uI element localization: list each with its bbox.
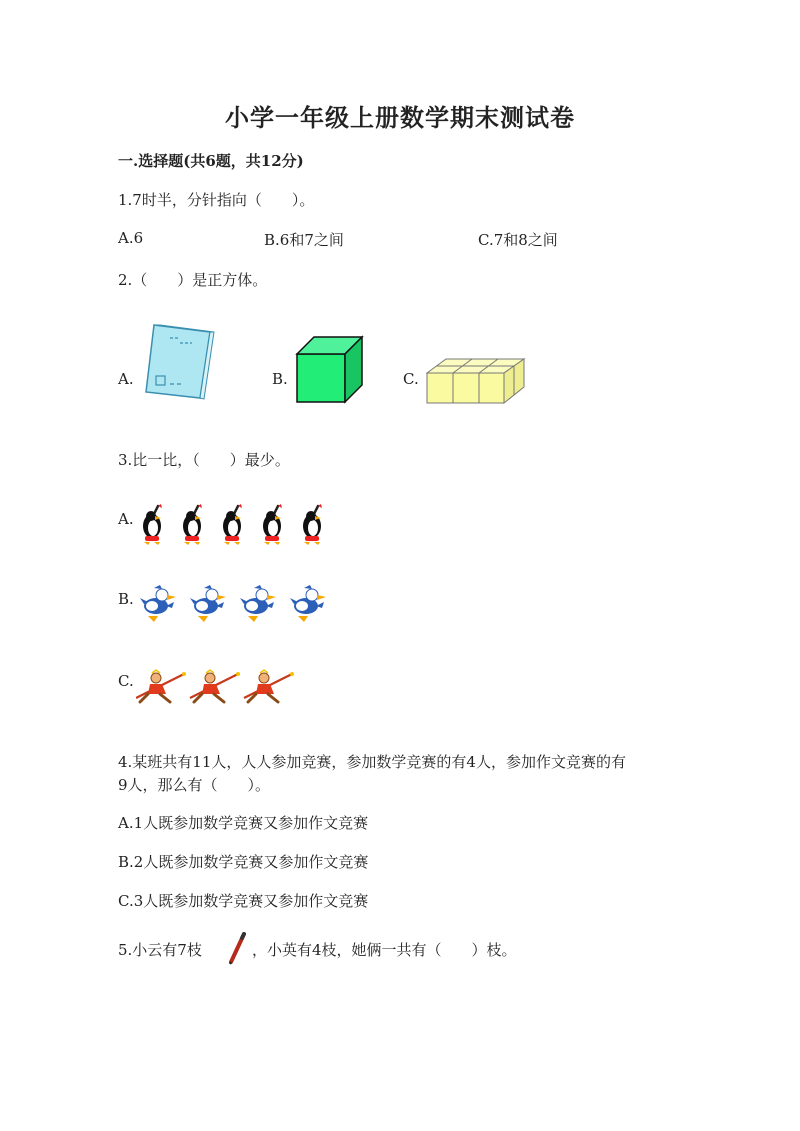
q2-option-a[interactable]: A. bbox=[118, 370, 134, 388]
cuboid-icon bbox=[424, 355, 528, 407]
penguin-row bbox=[136, 504, 332, 546]
pencil-icon bbox=[226, 932, 248, 966]
q3-option-c[interactable]: C. bbox=[118, 672, 134, 690]
q3-option-b[interactable]: B. bbox=[118, 590, 134, 608]
page-title: 小学一年级上册数学期末测试卷 bbox=[225, 103, 575, 132]
q1-stem: 1.7时半，分针指向（ ）。 bbox=[118, 191, 315, 209]
q1-option-c[interactable]: C.7和8之间 bbox=[478, 231, 558, 249]
cube-icon bbox=[294, 334, 364, 404]
section-heading: 一.选择题(共6题，共12分) bbox=[118, 152, 304, 170]
q2-option-c[interactable]: C. bbox=[403, 370, 419, 388]
notebook-icon bbox=[140, 322, 216, 402]
q3-stem: 3.比一比，（ ）最少。 bbox=[118, 451, 290, 469]
q4-option-c[interactable]: C.3人既参加数学竞赛又参加作文竞赛 bbox=[118, 892, 369, 910]
q4-stem-line2: 9人，那么有（ ）。 bbox=[118, 776, 271, 794]
q3-option-a[interactable]: A. bbox=[118, 510, 134, 528]
q4-option-b[interactable]: B.2人既参加数学竞赛又参加作文竞赛 bbox=[118, 853, 369, 871]
q2-stem: 2.（ ）是正方体。 bbox=[118, 271, 268, 289]
q5-stem-part2: ，小英有4枝，她俩一共有（ ）枝。 bbox=[252, 941, 517, 959]
q5-stem-part1: 5.小云有7枝 bbox=[118, 941, 202, 959]
duck-row bbox=[140, 584, 336, 626]
q4-stem-line1: 4.某班共有11人，人人参加竞赛，参加数学竞赛的有4人，参加作文竞赛的有 bbox=[118, 753, 626, 771]
q2-option-b[interactable]: B. bbox=[272, 370, 288, 388]
monkey-king-row bbox=[136, 668, 300, 706]
q4-option-a[interactable]: A.1人既参加数学竞赛又参加作文竞赛 bbox=[118, 814, 369, 832]
q1-option-a[interactable]: A.6 bbox=[118, 229, 144, 247]
q1-option-b[interactable]: B.6和7之间 bbox=[264, 231, 344, 249]
